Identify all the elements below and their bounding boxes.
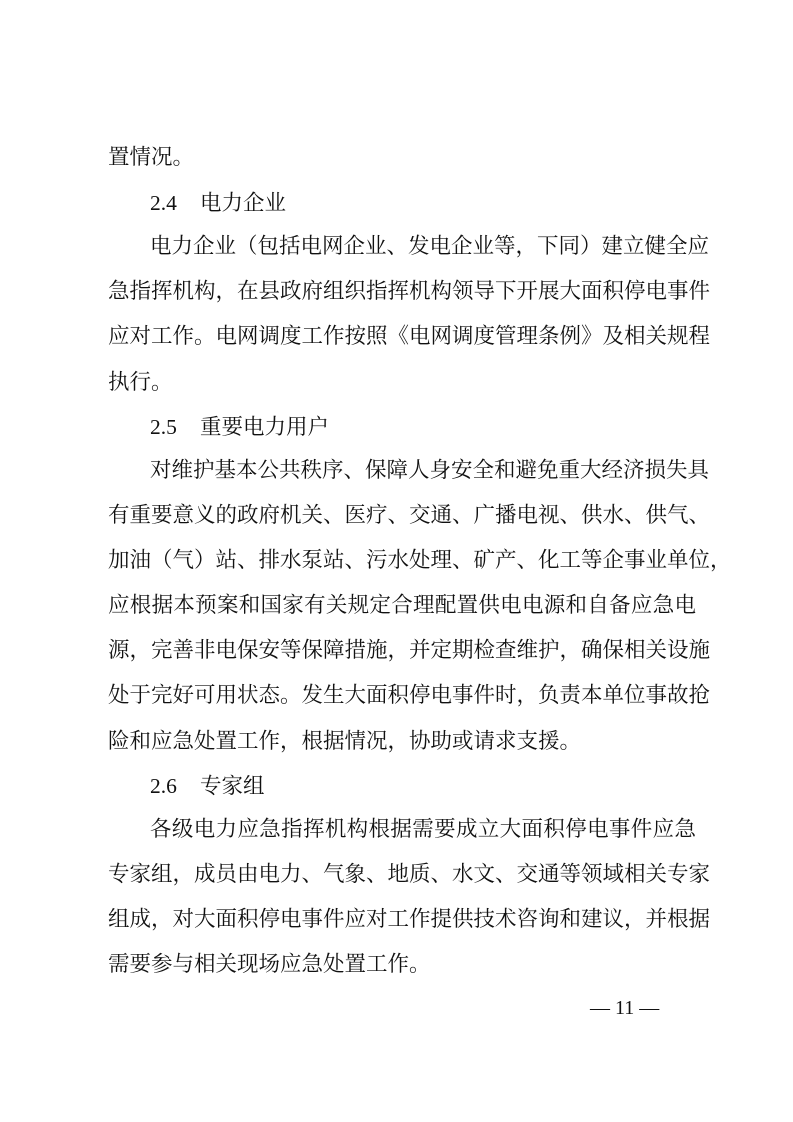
- section-title: 重要电力用户: [200, 415, 330, 440]
- paragraph-line: 组成，对大面积停电事件应对工作提供技术咨询和建议，并根据: [108, 907, 711, 932]
- paragraph-line: 急指挥机构，在县政府组织指挥机构领导下开展大面积停电事件: [108, 279, 711, 304]
- paragraph-line: 加油（气）站、排水泵站、污水处理、矿产、化工等企事业单位，: [108, 548, 732, 573]
- paragraph-line: 险和应急处置工作，根据情况，协助或请求支援。: [108, 729, 582, 754]
- paragraph-line: 应对工作。电网调度工作按照《电网调度管理条例》及相关规程: [108, 324, 711, 349]
- paragraph-line: 执行。: [108, 370, 173, 395]
- page-number: — 11 —: [590, 997, 660, 1019]
- paragraph-line: 专家组，成员由电力、气象、地质、水文、交通等领域相关专家: [108, 862, 711, 887]
- paragraph-line: 电力企业（包括电网企业、发电企业等，下同）建立健全应: [150, 234, 710, 259]
- section-heading-2-6: [150, 771, 265, 801]
- section-number: 2.5: [150, 415, 177, 439]
- continuation-text-line: 置情况。: [108, 145, 195, 170]
- paragraph-line: 对维护基本公共秩序、保障人身安全和避免重大经济损失具: [150, 458, 710, 483]
- paragraph-line: 需要参与相关现场应急处置工作。: [108, 952, 431, 977]
- paragraph-line: 源，完善非电保安等保障措施，并定期检查维护，确保相关设施: [108, 638, 711, 663]
- section-heading-2-5: [150, 412, 329, 442]
- section-title: 专家组: [200, 774, 265, 799]
- section-number: 2.6: [150, 774, 177, 798]
- section-heading-2-4: [150, 188, 286, 218]
- paragraph-line: 有重要意义的政府机关、医疗、交通、广播电视、供水、供气、: [108, 503, 711, 528]
- section-number: 2.4: [150, 191, 177, 215]
- paragraph-line: 应根据本预案和国家有关规定合理配置供电电源和自备应急电: [108, 593, 696, 618]
- section-title: 电力企业: [200, 191, 287, 216]
- paragraph-line: 处于完好可用状态。发生大面积停电事件时，负责本单位事故抢: [108, 683, 711, 708]
- paragraph-line: 各级电力应急指挥机构根据需要成立大面积停电事件应急: [150, 817, 696, 842]
